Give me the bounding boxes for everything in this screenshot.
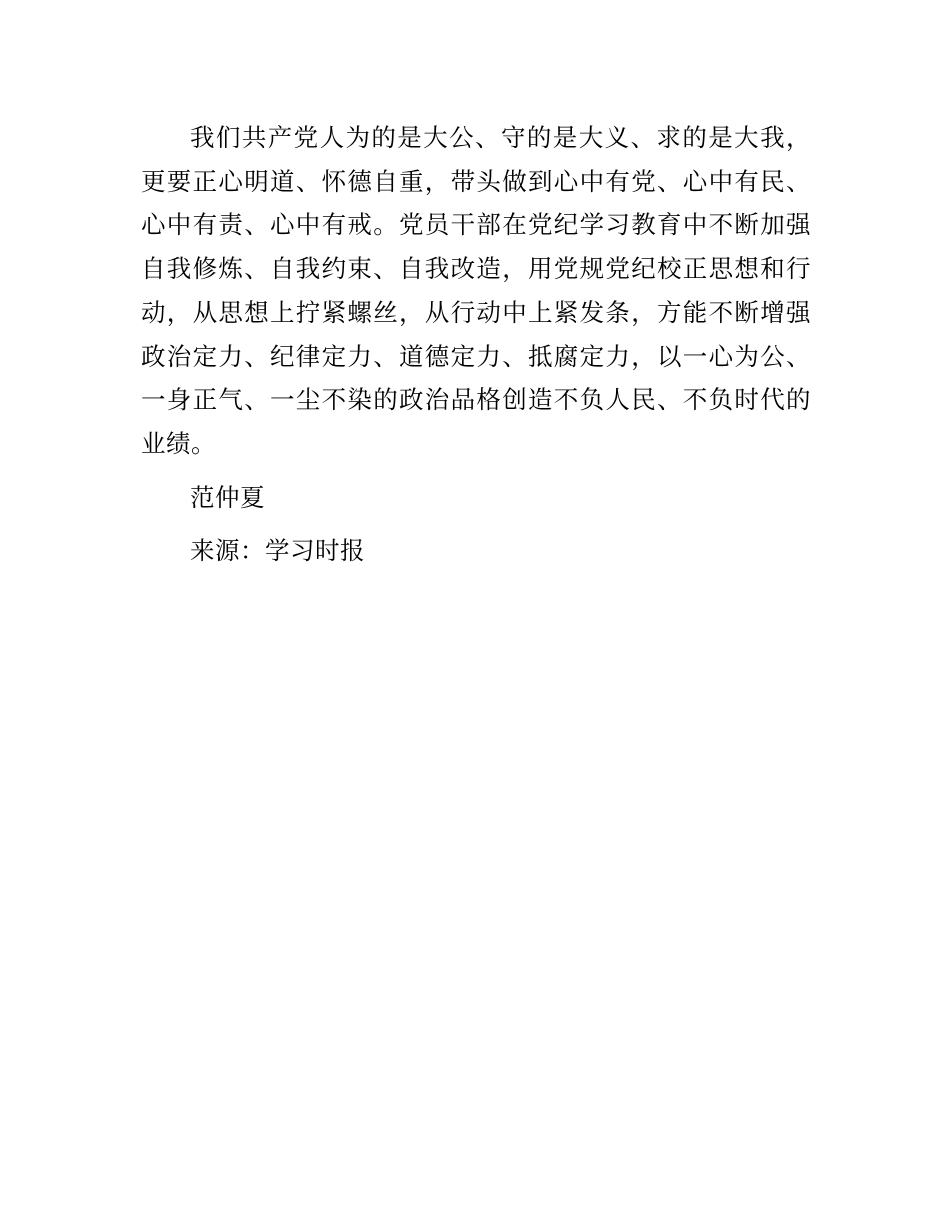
body-paragraph: 我们共产党人为的是大公、守的是大义、求的是大我，更要正心明道、怀德自重，带头做到心中有党、心中有民、心中有责、心中有戒。党员干部在党纪学习教育中不断加强自我修炼、自我约束、自我改造，用党规党纪校正思想和行动，从思想上拧紧螺丝，从行动中上紧发条，方能不断增强政治定力、纪律定力、道德定力、抵腐定力，以一心为公、一身正气、一尘不染的政治品格创造不负人民、不负时代的业绩。 (141, 123, 811, 458)
document-content (141, 116, 811, 573)
source-line: 来源：学习时报 (190, 536, 365, 566)
author-name: 范仲夏 (190, 482, 265, 512)
